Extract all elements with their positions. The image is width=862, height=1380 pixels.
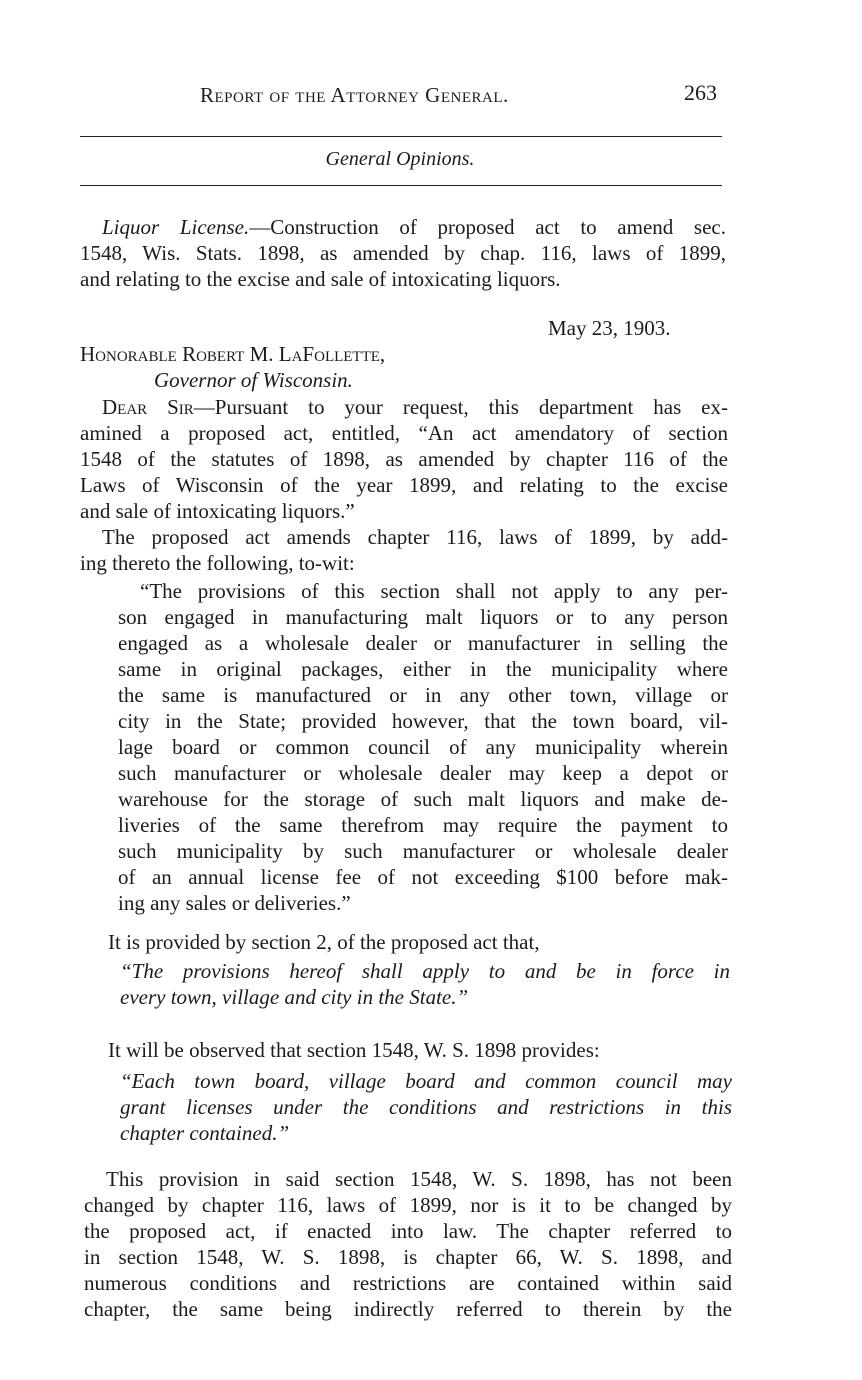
body-line: the proposed act, if enacted into law. The chapter referred to	[84, 1219, 732, 1243]
running-head: Report of the Attorney General.	[200, 83, 509, 107]
header-rule-bottom	[80, 185, 722, 186]
quote-line: of an annual license fee of not exceeding $100 before mak-	[118, 865, 728, 889]
quote-line: warehouse for the storage of such malt liquors and make de-	[118, 787, 728, 811]
body-line: in section 1548, W. S. 1898, is chapter 66, W. S. 1898, and	[84, 1245, 732, 1269]
body-line: Dear Sir—Pursuant to your request, this department has ex-	[102, 395, 728, 419]
closing-paragraph	[84, 1166, 732, 1322]
syllabus	[80, 214, 726, 292]
syllabus-line: Liquor License.—Construction of proposed act to amend sec.	[102, 215, 727, 239]
quote-line: chapter contained.”	[120, 1121, 290, 1145]
quote-line: “The provisions hereof shall apply to and be in force in	[120, 959, 730, 983]
body-line: amined a proposed act, entitled, “An act amendatory of section	[80, 421, 728, 445]
quoted-section-1548	[120, 1068, 732, 1146]
letter-date: May 23, 1903.	[548, 316, 671, 340]
body-line: Laws of Wisconsin of the year 1899, and relating to the excise	[80, 473, 728, 497]
quote-line: engaged as a wholesale dealer or manufacturer in selling the	[118, 631, 728, 655]
quote-line: “Each town board, village board and common council may	[120, 1069, 732, 1093]
body-line: The proposed act amends chapter 116, laws of 1899, by add-	[102, 525, 728, 549]
quote-line: such municipality by such manufacturer or wholesale dealer	[118, 839, 728, 863]
quote-line: city in the State; provided however, that the town board, vil-	[118, 709, 728, 733]
quote-line: “The provisions of this section shall not apply to any per-	[140, 579, 728, 603]
quoted-section-2	[120, 958, 730, 1010]
addressee-office: Governor of Wisconsin.	[154, 368, 353, 392]
quote-line: grant licenses under the conditions and restrictions in this	[120, 1095, 732, 1119]
quote-line: lage board or common council of any municipality wherein	[118, 735, 728, 759]
page-number: 263	[684, 80, 717, 105]
body-line: ing thereto the following, to-wit:	[80, 551, 355, 575]
syllabus-line: and relating to the excise and sale of intoxicating liquors.	[80, 267, 561, 291]
quote-line: same in original packages, either in the municipality where	[118, 657, 728, 681]
section-2-intro: It is provided by section 2, of the proposed act that,	[108, 930, 540, 954]
quote-line: ing any sales or deliveries.”	[118, 891, 351, 915]
addressee: Honorable Robert M. LaFollette,	[80, 342, 386, 366]
quote-line: the same is manufactured or in any other town, village or	[118, 683, 728, 707]
body-line: numerous conditions and restrictions are contained within said	[84, 1271, 732, 1295]
header-rule-top	[80, 136, 722, 137]
quote-line: liveries of the same therefrom may require the payment to	[118, 813, 728, 837]
section-1548-intro: It will be observed that section 1548, W. S. 1898 provides:	[108, 1038, 600, 1062]
body-line: This provision in said section 1548, W. S. 1898, has not been	[106, 1167, 732, 1191]
quote-line: every town, village and city in the State.”	[120, 985, 469, 1009]
letter-opening	[80, 394, 728, 576]
body-line: changed by chapter 116, laws of 1899, nor is it to be changed by	[84, 1193, 732, 1217]
salutation: Dear Sir	[102, 395, 194, 419]
syllabus-line: 1548, Wis. Stats. 1898, as amended by chap. 116, laws of 1899,	[80, 241, 726, 265]
body-line: and sale of intoxicating liquors.”	[80, 499, 355, 523]
quote-line: son engaged in manufacturing malt liquors or to any person	[118, 605, 728, 629]
section-heading: General Opinions.	[325, 148, 475, 170]
body-line: 1548 of the statutes of 1898, as amended by chapter 116 of the	[80, 447, 728, 471]
body-line: chapter, the same being indirectly referred to therein by the	[84, 1297, 732, 1321]
quoted-amendment	[118, 578, 728, 916]
syllabus-title: Liquor License.	[102, 215, 250, 239]
quote-line: such manufacturer or wholesale dealer may keep a depot or	[118, 761, 728, 785]
